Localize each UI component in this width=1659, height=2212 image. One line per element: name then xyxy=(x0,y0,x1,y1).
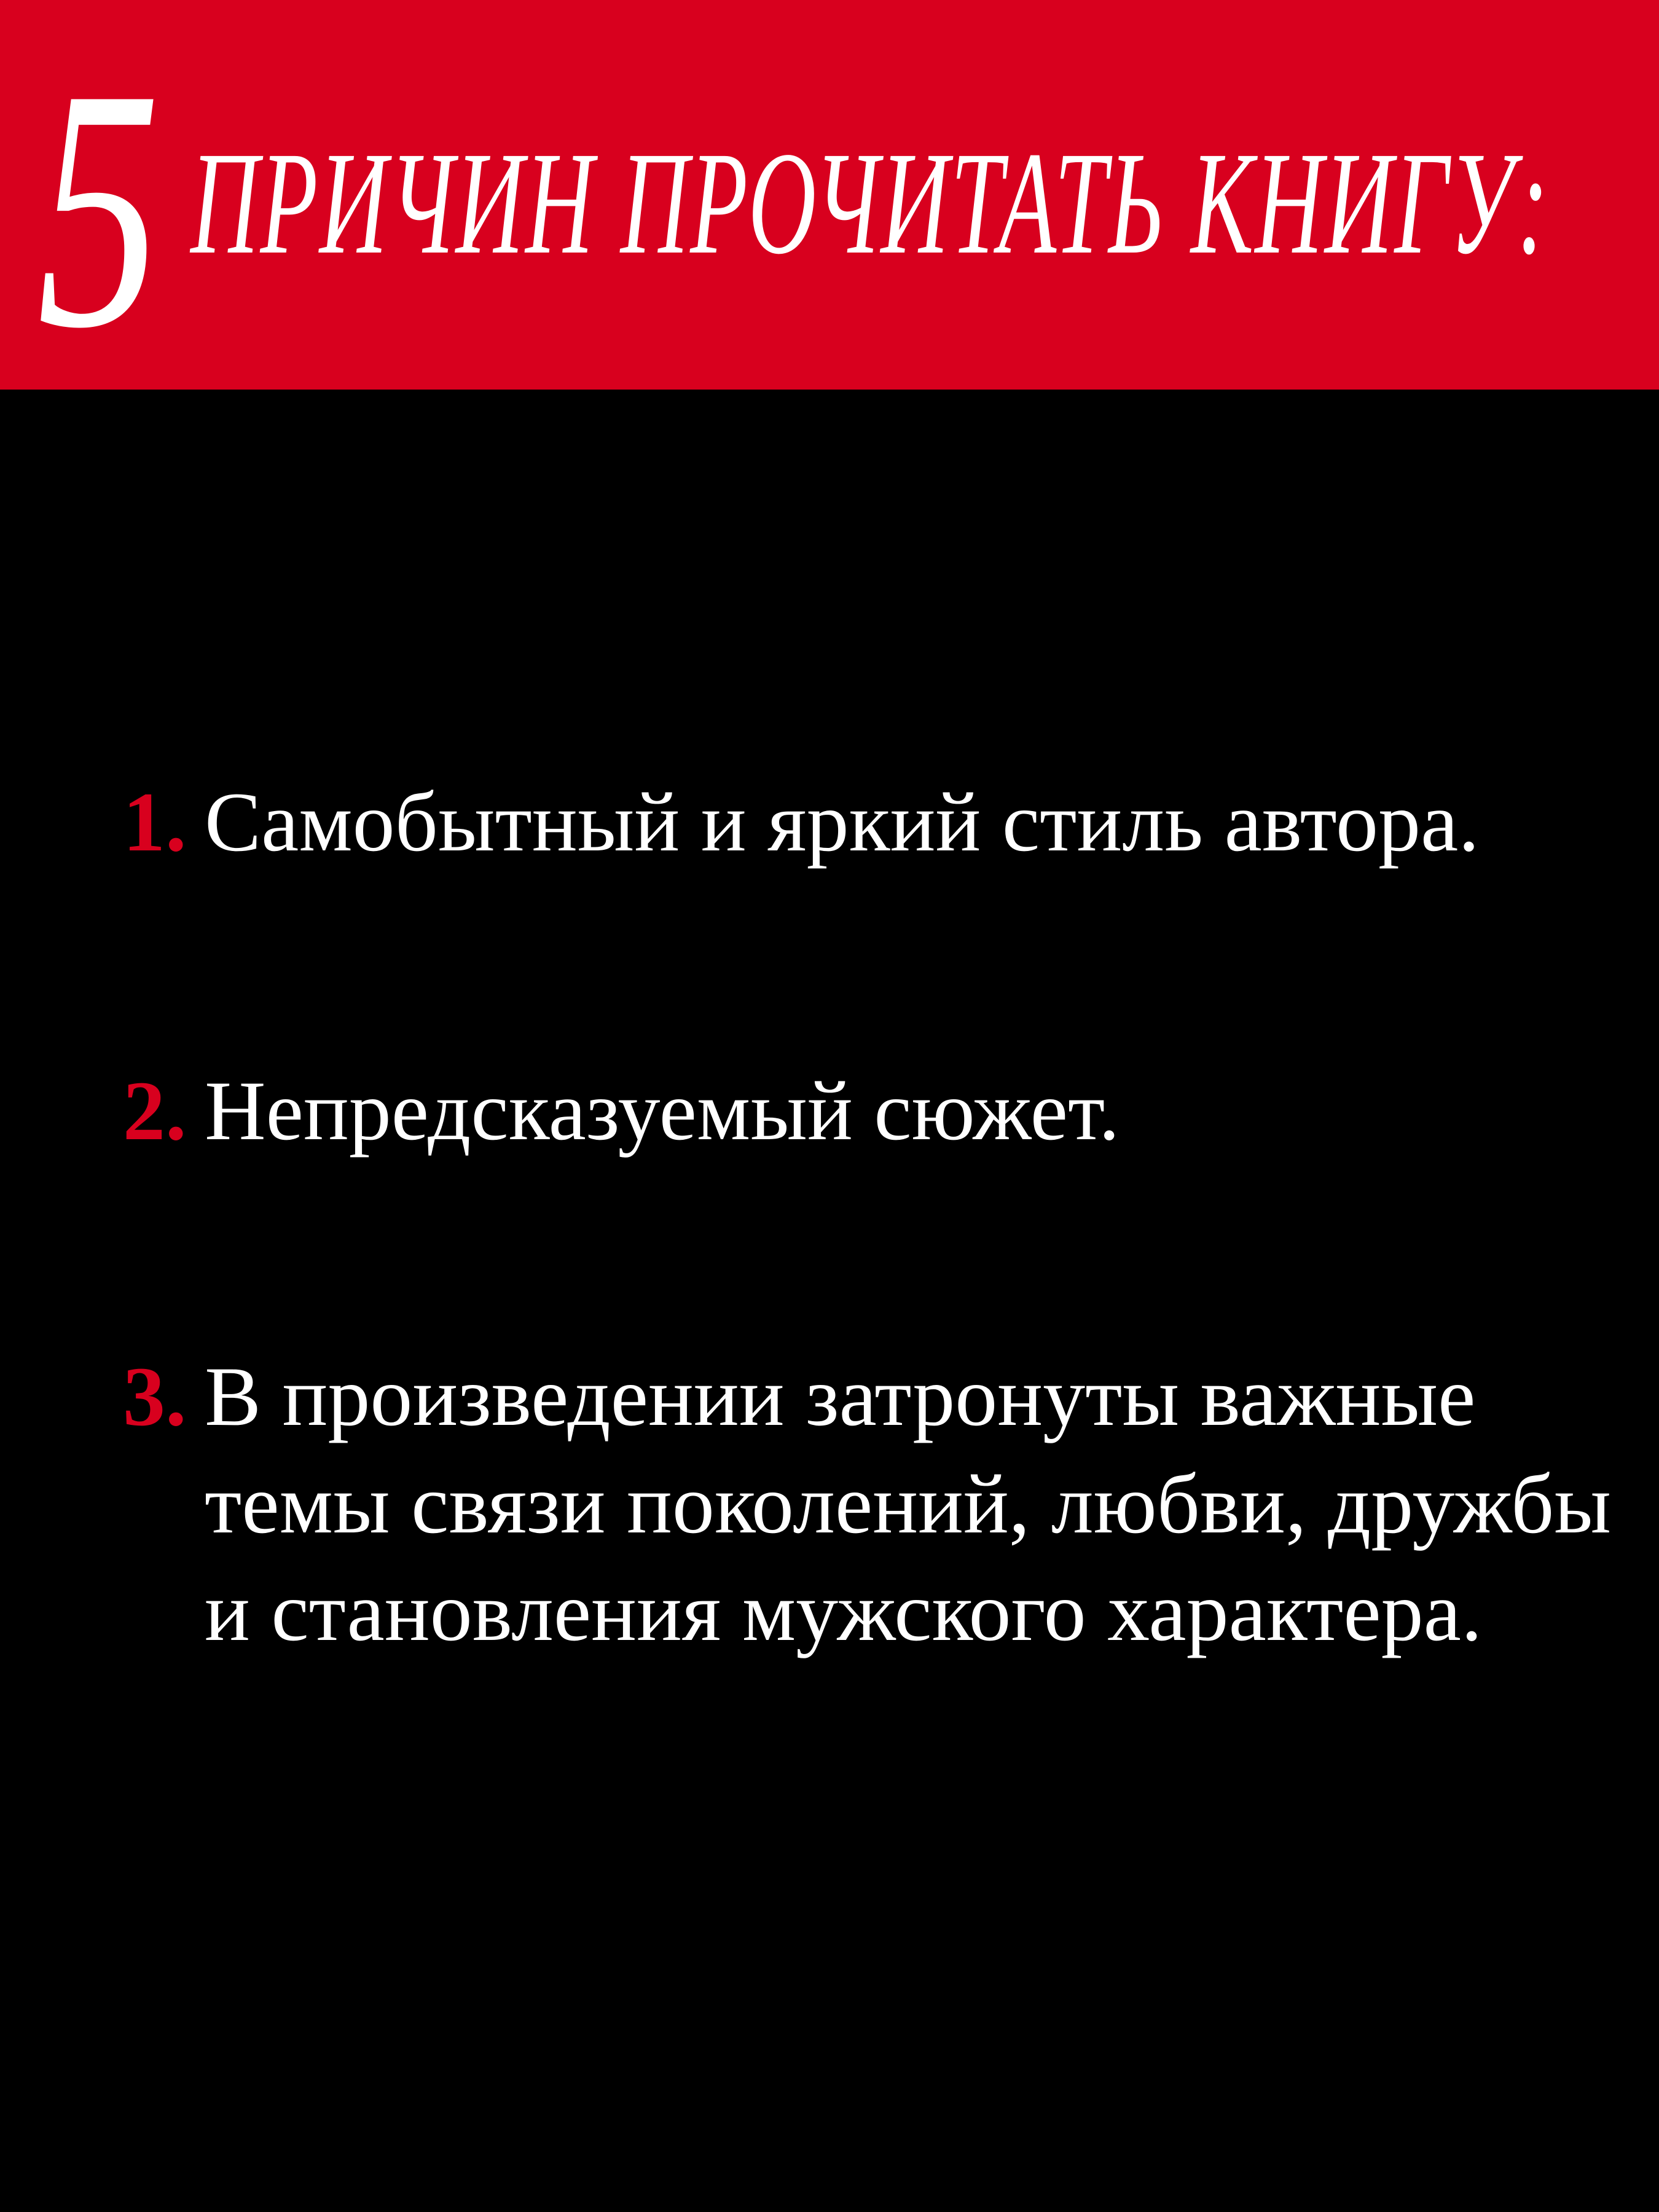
item-number: 2. xyxy=(123,1064,187,1158)
list-item xyxy=(123,768,1480,876)
item-text-continued: темы связи поколений, любви, дружбы xyxy=(205,1457,1611,1551)
item-number: 1. xyxy=(123,775,187,869)
list-item xyxy=(123,1057,1120,1164)
item-text: Непредсказуемый сюжет. xyxy=(205,1064,1120,1158)
list-item xyxy=(123,1343,1611,1665)
item-text: Самобытный и яркий стиль автора. xyxy=(205,775,1480,869)
header-number: 5 xyxy=(37,18,161,399)
item-text: В произведении затронуты важные xyxy=(205,1349,1476,1443)
header-title: ПРИЧИН ПРОЧИТАТЬ КНИГУ: xyxy=(190,121,1550,284)
header-banner xyxy=(0,0,1659,399)
item-number: 3. xyxy=(123,1349,187,1443)
item-text-continued: и становления мужского характера. xyxy=(205,1564,1483,1658)
